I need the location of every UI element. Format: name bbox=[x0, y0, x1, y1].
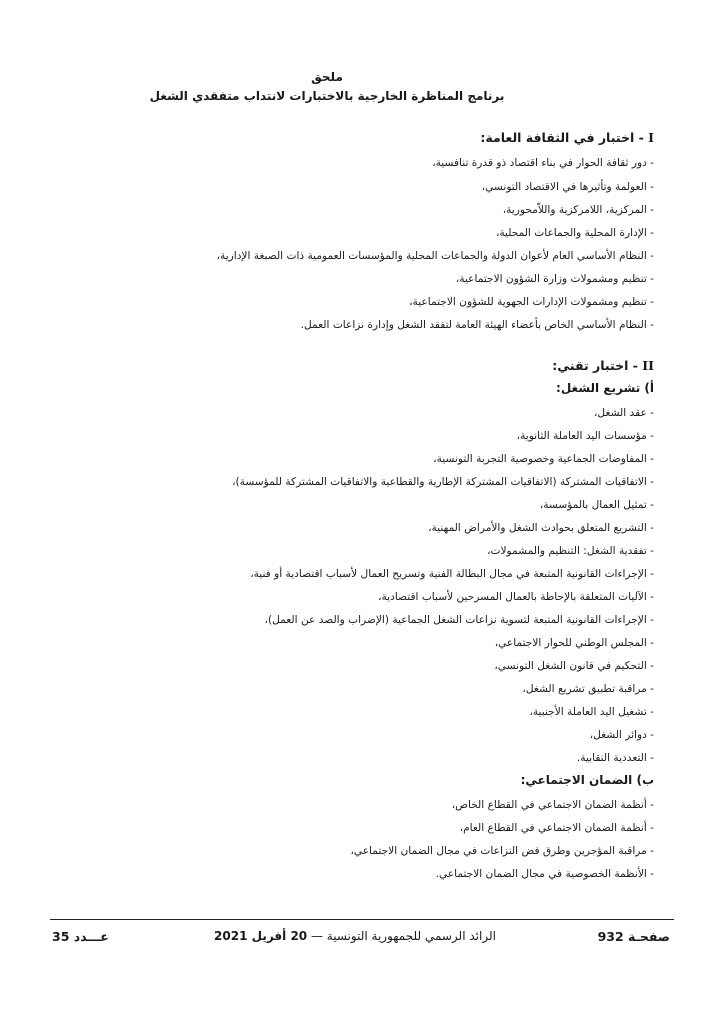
page-number: صفحـة 932 bbox=[597, 929, 670, 944]
section-1-title: - اختبار في الثقافة العامة: bbox=[480, 130, 649, 145]
list-item: - المركزية، اللامركزية واللاّمحورية، bbox=[502, 204, 654, 216]
list-item: - النظام الأساسي العام لأعوان الدولة والجماعات المحلية والمؤسسات العمومية ذات الصبغة الإدارية، bbox=[216, 250, 654, 262]
list-item: - التشريع المتعلق بحوادث الشغل والأمراض المهنية، bbox=[428, 522, 654, 534]
list-item: - مراقبة تطبيق تشريع الشغل، bbox=[522, 683, 654, 695]
list-item: - الإجراءات القانونية المتبعة في مجال البطالة الفنية وتسريح العمال لأسباب اقتصادية أو فنية، bbox=[250, 568, 654, 580]
subsection-b-title: ب) الضمان الاجتماعي: bbox=[520, 773, 654, 787]
list-item: - التعددية النقابية. bbox=[576, 752, 654, 764]
list-item: - تنظيم ومشمولات الإدارات الجهوية للشؤون الاجتماعية، bbox=[409, 296, 654, 308]
issue-number: عـــدد 35 bbox=[52, 929, 109, 944]
list-item: - الآليات المتعلقة بالإحاطة بالعمال المسرحين لأسباب اقتصادية، bbox=[378, 591, 654, 603]
list-item: - الإجراءات القانونية المتبعة لتسوية نزاعات الشغل الجماعية (الإضراب والصد عن العمل)، bbox=[264, 614, 654, 626]
journal-name: الرائد الرسمي للجمهورية التونسية — bbox=[307, 929, 496, 943]
list-item: - التحكيم في قانون الشغل التونسي، bbox=[494, 660, 654, 672]
issue-date: 20 أفريل 2021 bbox=[214, 929, 308, 943]
list-item: - أنظمة الضمان الاجتماعي في القطاع العام، bbox=[459, 822, 654, 834]
list-item: - الاتفاقيات المشتركة (الاتفاقيات المشتركة الإطارية والقطاعية والاتفاقيات المشتركة للمؤسسة)، bbox=[232, 476, 654, 488]
list-item: - تنظيم ومشمولات وزارة الشؤون الاجتماعية، bbox=[455, 273, 654, 285]
section-2-number: II bbox=[642, 358, 654, 373]
annex-heading: ملحق bbox=[311, 70, 343, 84]
list-item: - تشغيل اليد العاملة الأجنبية، bbox=[529, 706, 654, 718]
section-2-heading bbox=[552, 358, 654, 373]
list-item: - عقد الشغل، bbox=[594, 407, 654, 419]
list-item: - مؤسسات اليد العاملة الثانوية، bbox=[516, 430, 654, 442]
list-item: - دور ثقافة الحوار في بناء اقتصاد ذو قدرة تنافسية، bbox=[432, 157, 654, 169]
subsection-a-title: أ) تشريع الشغل: bbox=[556, 381, 654, 395]
list-item: - المجلس الوطني للحوار الاجتماعي، bbox=[494, 637, 654, 649]
program-title: برنامج المناظرة الخارجية بالاختبارات لانتداب متفقدي الشغل bbox=[149, 89, 505, 103]
footer-divider bbox=[50, 919, 674, 920]
list-item: - تمثيل العمال بالمؤسسة، bbox=[539, 499, 654, 511]
list-item: - الأنظمة الخصوصية في مجال الضمان الاجتماعي. bbox=[435, 868, 654, 880]
list-item: - تفقدية الشغل: التنظيم والمشمولات، bbox=[487, 545, 654, 557]
list-item: - الإدارة المحلية والجماعات المحلية، bbox=[495, 227, 654, 239]
section-1-heading bbox=[480, 130, 654, 145]
list-item: - دوائر الشغل، bbox=[589, 729, 654, 741]
list-item: - أنظمة الضمان الاجتماعي في القطاع الخاص، bbox=[451, 799, 654, 811]
list-item: - مراقبة المؤجرين وطرق فض النزاعات في مجال الضمان الاجتماعي، bbox=[350, 845, 654, 857]
list-item: - العولمة وتأثيرها في الاقتصاد التونسي، bbox=[481, 181, 654, 193]
section-2-title: - اختبار تقني: bbox=[552, 358, 643, 373]
list-item: - المفاوضات الجماعية وخصوصية التجربة التونسية، bbox=[433, 453, 654, 465]
section-1-number: I bbox=[648, 130, 654, 145]
journal-line bbox=[160, 929, 550, 943]
list-item: - النظام الأساسي الخاص بأعضاء الهيئة العامة لتفقد الشغل وإدارة نزاعات العمل. bbox=[300, 319, 654, 331]
